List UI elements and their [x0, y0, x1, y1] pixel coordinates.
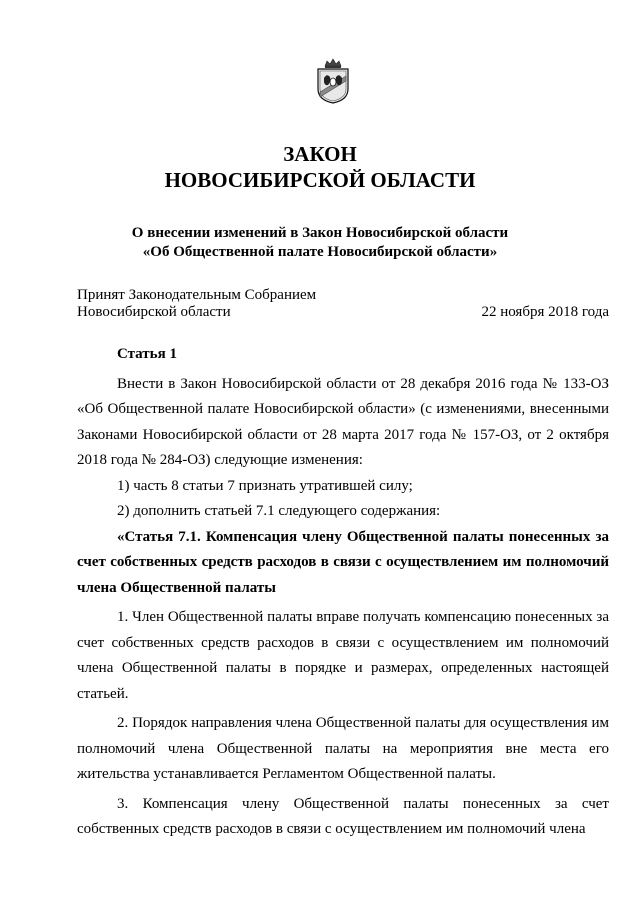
article-7-1-heading: «Статья 7.1. Компенсация члену Общественной палаты понесенных за счет собственных средств расходов в связи с осуществлением им полномочий члена Общественной палаты	[77, 528, 609, 596]
point-1: 1. Член Общественной палаты вправе получать компенсацию понесенных за счет собственных средств расходов в связи с осуществлением им полномочий члена Общественной палаты в порядке и размерах, определенных настоящей статьей.	[77, 609, 609, 702]
law-title: ЗАКОН	[283, 142, 357, 166]
paragraph-amendments: Внести в Закон Новосибирской области от 28 декабря 2016 года № 133-ОЗ «Об Общественной палате Новосибирской области» (с изменениями, внесенными Законами Новосибирской области от 28 марта 2017 года № 157-ОЗ, от 2 октября 2018 года № 284-ОЗ) следующие изменения:	[77, 375, 609, 468]
law-subtitle-line1: О внесении изменений в Закон Новосибирской области	[131, 225, 509, 241]
adoption-date: 22 ноября 2018 года	[481, 304, 609, 320]
adopted-by-line1: Принят Законодательным Собранием	[77, 287, 317, 303]
point-2: 2. Порядок направления члена Общественной палаты для осуществления им полномочий члена Общественной палаты на мероприятия вне места его жительства устанавливается Регламентом Общественной палаты.	[77, 715, 609, 782]
law-subtitle-line2: «Об Общественной палате Новосибирской области»	[142, 244, 498, 260]
list-item-1: 1) часть 8 статьи 7 признать утратившей силу;	[117, 477, 413, 494]
list-item-2: 2) дополнить статьей 7.1 следующего содержания:	[117, 503, 441, 519]
law-region-title: НОВОСИБИРСКОЙ ОБЛАСТИ	[164, 168, 476, 192]
point-3: 3. Компенсация члену Общественной палаты понесенных за счет собственных средств расходов в связи с осуществлением им полномочий члена	[77, 795, 609, 837]
article-heading: Статья 1	[117, 346, 177, 362]
coat-of-arms-icon	[315, 58, 351, 104]
law-body	[77, 342, 609, 843]
adopted-by-line2: Новосибирской области	[77, 304, 231, 320]
